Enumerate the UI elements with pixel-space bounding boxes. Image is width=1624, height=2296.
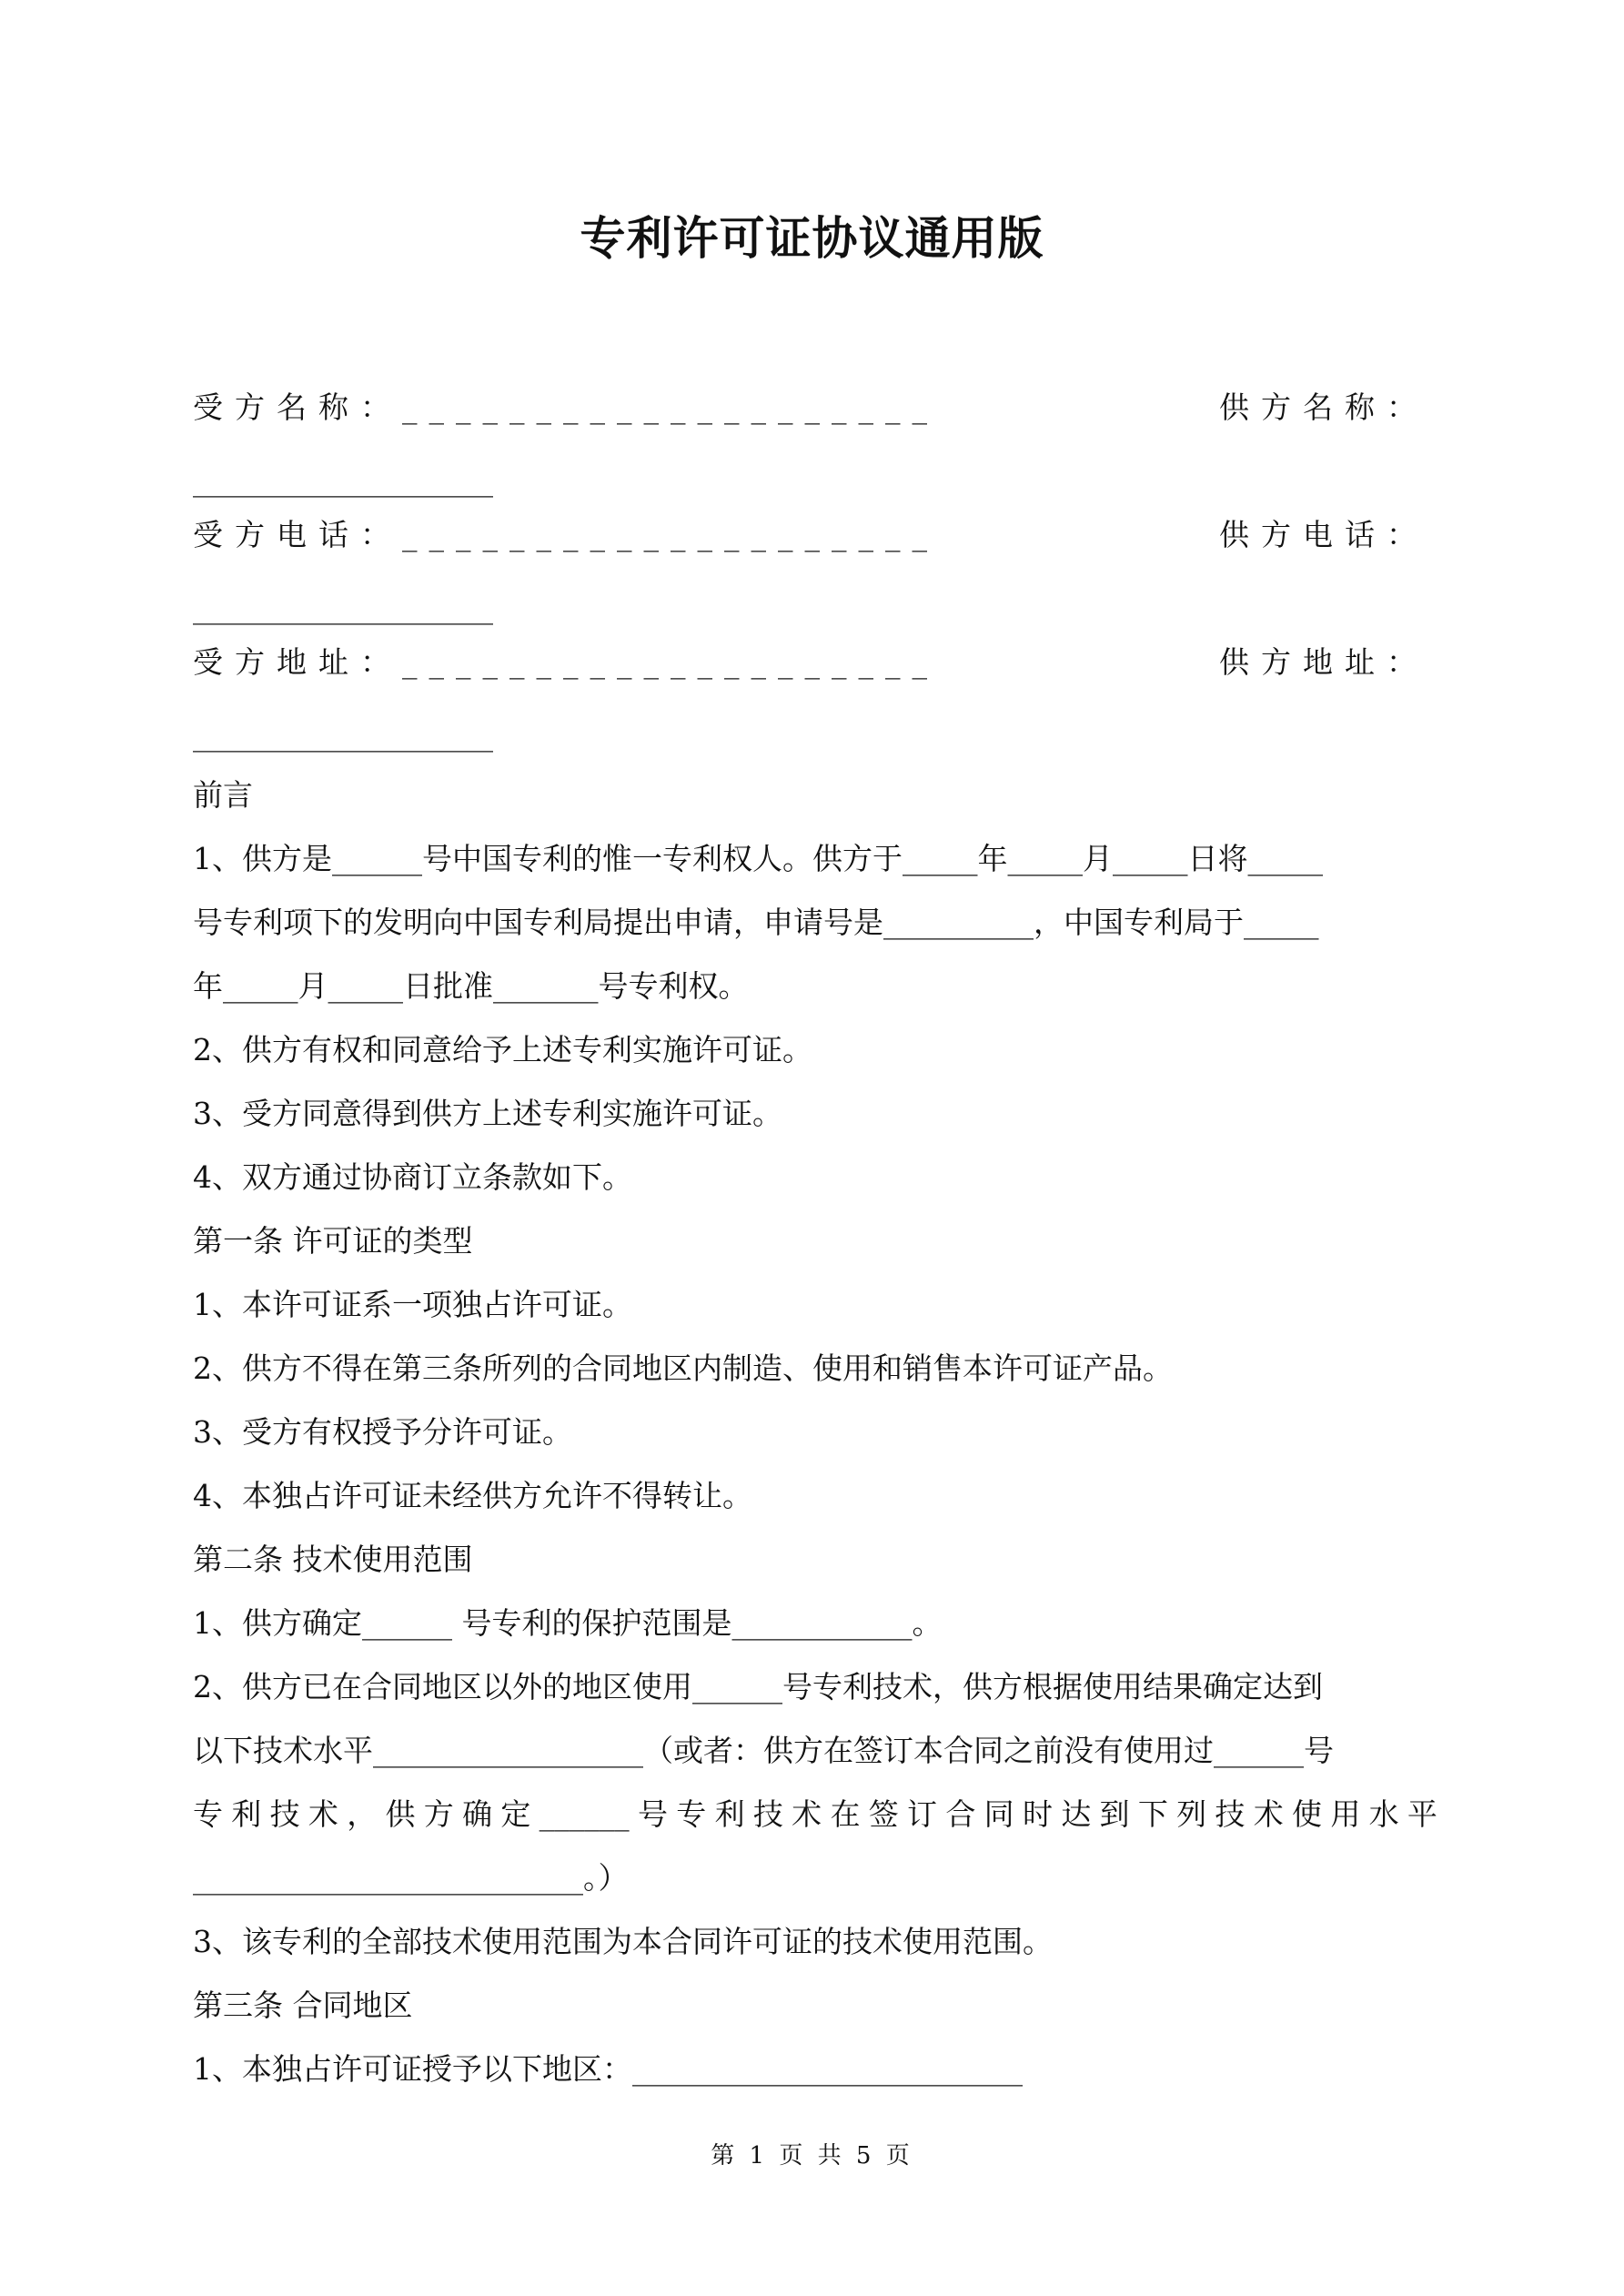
article-1-item-4: 4、本独占许可证未经供方允许不得转让。 <box>193 1478 752 1513</box>
article-2-item-3: 3、该专利的全部技术使用范围为本合同许可证的技术使用范围。 <box>193 1924 1053 1959</box>
supplier-address-label: 供方地址： <box>1219 644 1428 680</box>
document-title: 专利许可证协议通用版 <box>580 211 1044 265</box>
justified-char: 达 <box>1061 1796 1092 1832</box>
preface-item-1-line-1: 1、供方是______号中国专利的惟一专利权人。供方于_____年_____月_____日将_____ <box>193 841 1323 876</box>
justified-char: 定 <box>500 1796 531 1832</box>
article-2-item-2-line-3 <box>193 1795 1437 1835</box>
article-2-item-2-line-2: 以下技术水平__________________（或者：供方在签订本合同之前没有使用过______号 <box>193 1733 1334 1768</box>
recipient-name-field: 受方名称：____________________ <box>193 389 939 425</box>
justified-char: 号 <box>637 1796 668 1832</box>
justified-char: 到 <box>1099 1796 1130 1832</box>
justified-char: 平 <box>1407 1796 1437 1832</box>
justified-char: ， <box>347 1796 378 1832</box>
justified-char: 使 <box>1292 1796 1323 1832</box>
justified-char: 专 <box>193 1796 223 1832</box>
justified-char: 技 <box>269 1796 300 1832</box>
supplier-name-label: 供方名称： <box>1219 389 1428 425</box>
article-2-item-2-line-1: 2、供方已在合同地区以外的地区使用______号专利技术，供方根据使用结果确定达到 <box>193 1669 1323 1704</box>
justified-char: 利 <box>231 1796 262 1832</box>
supplier-phone-blank: ____________________ <box>193 590 493 625</box>
justified-char: 用 <box>1330 1796 1361 1832</box>
justified-char: 签 <box>868 1796 899 1832</box>
article-3-item-1: 1、本独占许可证授予以下地区：__________________________ <box>193 2051 1023 2087</box>
article-2-item-2-line-4: __________________________。） <box>193 1860 629 1896</box>
justified-char: 术 <box>1253 1796 1284 1832</box>
justified-char: 时 <box>1022 1796 1053 1832</box>
justified-char: 水 <box>1368 1796 1399 1832</box>
supplier-name-blank: ____________________ <box>193 462 493 498</box>
preface-item-2: 2、供方有权和同意给予上述专利实施许可证。 <box>193 1032 812 1067</box>
preface-item-4: 4、双方通过协商订立条款如下。 <box>193 1159 632 1195</box>
article-1-item-2: 2、供方不得在第三条所列的合同地区内制造、使用和销售本许可证产品。 <box>193 1350 1173 1386</box>
article-3-heading: 第三条 合同地区 <box>193 1988 413 2023</box>
justified-char: 方 <box>423 1796 454 1832</box>
supplier-phone-label: 供方电话： <box>1219 517 1428 552</box>
preface-item-1-line-3: 年_____月_____日批准_______号专利权。 <box>193 968 749 1004</box>
justified-char: 技 <box>752 1796 783 1832</box>
justified-char: 术 <box>308 1796 338 1832</box>
justified-char: 技 <box>1215 1796 1246 1832</box>
preface-heading: 前言 <box>193 777 253 813</box>
article-1-item-1: 1、本许可证系一项独占许可证。 <box>193 1287 632 1322</box>
article-2-item-1: 1、供方确定______ 号专利的保护范围是____________。 <box>193 1605 943 1641</box>
justified-blank: ______ <box>539 1796 630 1832</box>
article-1-item-3: 3、受方有权授予分许可证。 <box>193 1414 572 1450</box>
article-1-heading: 第一条 许可证的类型 <box>193 1223 473 1259</box>
recipient-address-field: 受方地址：____________________ <box>193 644 939 680</box>
justified-char: 合 <box>945 1796 976 1832</box>
preface-item-1-line-2: 号专利项下的发明向中国专利局提出申请，申请号是__________，中国专利局于_____ <box>193 905 1319 940</box>
article-2-heading: 第二条 技术使用范围 <box>193 1542 473 1577</box>
recipient-phone-field: 受方电话：____________________ <box>193 517 939 552</box>
justified-char: 同 <box>983 1796 1014 1832</box>
page-number: 第 1 页 共 5 页 <box>711 2142 913 2170</box>
justified-char: 订 <box>907 1796 938 1832</box>
supplier-address-blank: ____________________ <box>193 717 493 753</box>
preface-item-3: 3、受方同意得到供方上述专利实施许可证。 <box>193 1096 782 1131</box>
justified-char: 专 <box>676 1796 707 1832</box>
justified-char: 列 <box>1176 1796 1207 1832</box>
justified-char: 在 <box>830 1796 861 1832</box>
justified-char: 利 <box>714 1796 745 1832</box>
justified-char: 供 <box>385 1796 416 1832</box>
justified-char: 下 <box>1137 1796 1168 1832</box>
justified-char: 确 <box>462 1796 493 1832</box>
justified-char: 术 <box>792 1796 822 1832</box>
